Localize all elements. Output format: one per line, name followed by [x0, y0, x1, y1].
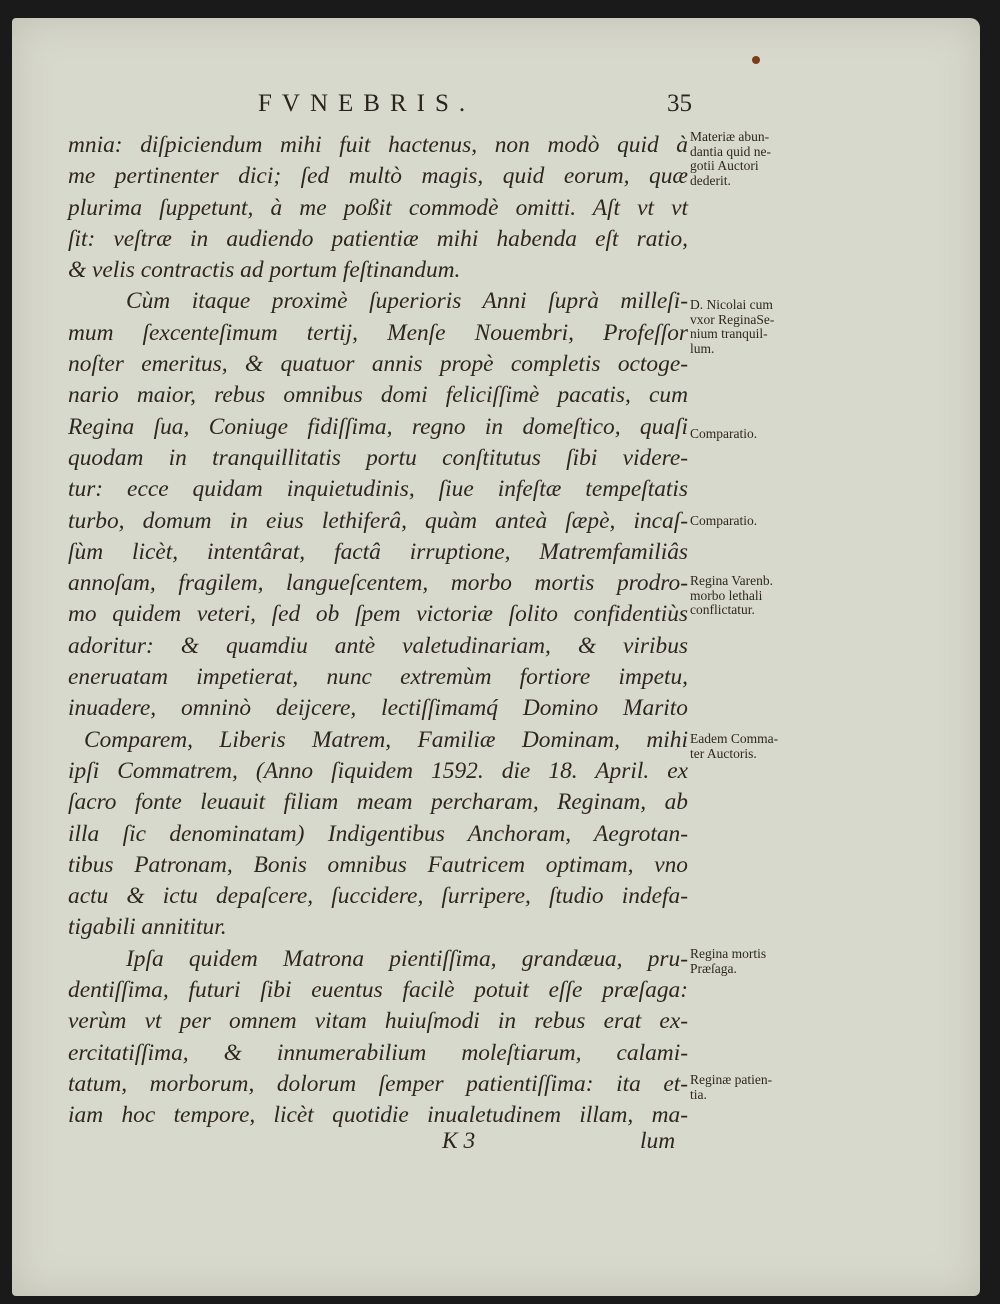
body-text: [68, 130, 688, 1132]
marginal-note-line: Regina mortis: [690, 946, 767, 961]
marginal-note-line: Comparatio.: [690, 513, 758, 528]
body-line: ſit: veſtræ in audiendo patientiæ mihi habenda eſt ratio,: [68, 225, 688, 252]
marginal-note-line: morbo lethali: [690, 587, 763, 603]
marginal-note-line: dantia quid ne-: [690, 143, 771, 159]
marginal-note: [690, 298, 825, 356]
body-line: me pertinenter dici; ſed multò magis, quid eorum, quæ: [68, 163, 688, 190]
body-line: tur: ecce quidam inquietudinis, ſiue infeſtæ tempeſtatis: [68, 476, 688, 503]
marginal-note: [690, 574, 825, 618]
body-line: & velis contractis ad portum feſtinandum.: [68, 257, 461, 284]
body-line: verùm vt per omnem vitam huiuſmodi in rebus erat ex-: [68, 1008, 688, 1035]
body-line: plurima ſuppetunt, à me poßit commodè omitti. Aſt vt vt: [68, 194, 688, 221]
body-line: mum ſexcenteſimum tertij, Menſe Nouembri, Profeſſor: [68, 319, 688, 346]
marginal-note-line: vxor ReginaSe-: [690, 311, 775, 327]
marginal-note-line: gotii Auctori: [690, 158, 759, 173]
body-line: iam hoc tempore, licèt quotidie inualetudinem illam, ma-: [68, 1102, 688, 1129]
body-line: ſacro fonte leuauit filiam meam percharam, Reginam, ab: [68, 789, 688, 816]
body-line: Comparem, Liberis Matrem, Familiæ Dominam, mihi: [84, 726, 688, 753]
marginal-note-line: dederit.: [690, 172, 731, 188]
body-line: inuadere, omninò deijcere, lectiſſimamq́ Domino Marito: [68, 695, 688, 722]
marginal-note: [690, 1073, 825, 1102]
ink-spot: [752, 56, 760, 64]
book-page: [12, 18, 980, 1296]
body-line: quodam in tranquillitatis portu conſtitutus ſibi videre-: [68, 444, 688, 471]
body-line: mnia: diſpiciendum mihi fuit hactenus, non modò quid à: [68, 132, 688, 158]
running-title: FVNEBRIS.: [258, 90, 476, 117]
body-line: Cùm itaque proximè ſuperioris Anni ſuprà milleſi-: [126, 288, 688, 315]
marginal-note-line: ter Auctoris.: [690, 745, 757, 761]
body-line: ipſi Commatrem, (Anno ſiquidem 1592. die 18. April. ex: [68, 757, 688, 784]
marginal-note-line: Regina Varenb.: [690, 573, 773, 588]
marginal-note-line: Materiæ abun-: [690, 129, 770, 144]
body-line: dentiſſima, futuri ſibi euentus facilè potuit eſſe præſaga:: [68, 977, 688, 1004]
catchword: lum: [640, 1128, 676, 1154]
marginal-note-line: Comparatio.: [690, 426, 758, 441]
body-line: illa ſic denominatam) Indigentibus Anchoram, Aegrotan-: [68, 820, 688, 847]
marginal-note-line: Reginæ patien-: [690, 1072, 773, 1087]
body-line: annoſam, fragilem, langueſcentem, morbo mortis prodro-: [68, 570, 688, 597]
page-number: 35: [667, 90, 692, 117]
marginal-note: [690, 427, 825, 442]
marginal-note-line: nium tranquil-: [690, 326, 768, 341]
body-line: mo quidem veteri, ſed ob ſpem victoriæ ſolito confidentiùs: [68, 601, 688, 628]
body-line: noſter emeritus, & quatuor annis propè completis octoge-: [68, 351, 688, 378]
marginal-note-line: Eadem Comma-: [690, 731, 779, 746]
marginal-note-line: lum.: [690, 340, 715, 356]
body-line: Ipſa quidem Matrona pientiſſima, grandæua, pru-: [126, 945, 688, 972]
marginal-note: [690, 732, 825, 761]
body-line: Regina ſua, Coniuge fidiſſima, regno in domeſtico, quaſi: [68, 413, 688, 440]
body-line: tatum, morborum, dolorum ſemper patientiſſima: ita et-: [68, 1070, 688, 1097]
body-line: actu & ictu depaſcere, ſuccidere, ſurripere, ſtudio indefa-: [68, 883, 688, 910]
marginal-note-line: Præſaga.: [690, 960, 737, 976]
body-line: ſùm licèt, intentârat, factâ irruptione, Matremfamiliâs: [68, 538, 688, 565]
signature-mark: K 3: [442, 1128, 476, 1154]
marginal-note-line: D. Nicolai cum: [690, 297, 773, 312]
marginal-note: [690, 947, 825, 976]
body-line: eneruatam impetierat, nunc extremùm fortiore impetu,: [68, 664, 688, 691]
body-line: turbo, domum in eius lethiferâ, quàm anteà ſæpè, incaſ-: [68, 507, 688, 534]
marginal-note: [690, 514, 825, 529]
body-line: tibus Patronam, Bonis omnibus Fautricem optimam, vno: [68, 851, 688, 878]
marginal-note-line: tia.: [690, 1086, 707, 1102]
body-line: adoritur: & quamdiu antè valetudinariam, & viribus: [68, 632, 688, 659]
marginal-note-line: conflictatur.: [690, 602, 755, 617]
body-line: tigabili annititur.: [68, 914, 227, 941]
body-line: nario maior, rebus omnibus domi feliciſſimè pacatis, cum: [68, 382, 688, 409]
body-line: ercitatiſſima, & innumerabilium moleſtiarum, calami-: [68, 1039, 688, 1066]
marginal-note: [690, 130, 825, 188]
